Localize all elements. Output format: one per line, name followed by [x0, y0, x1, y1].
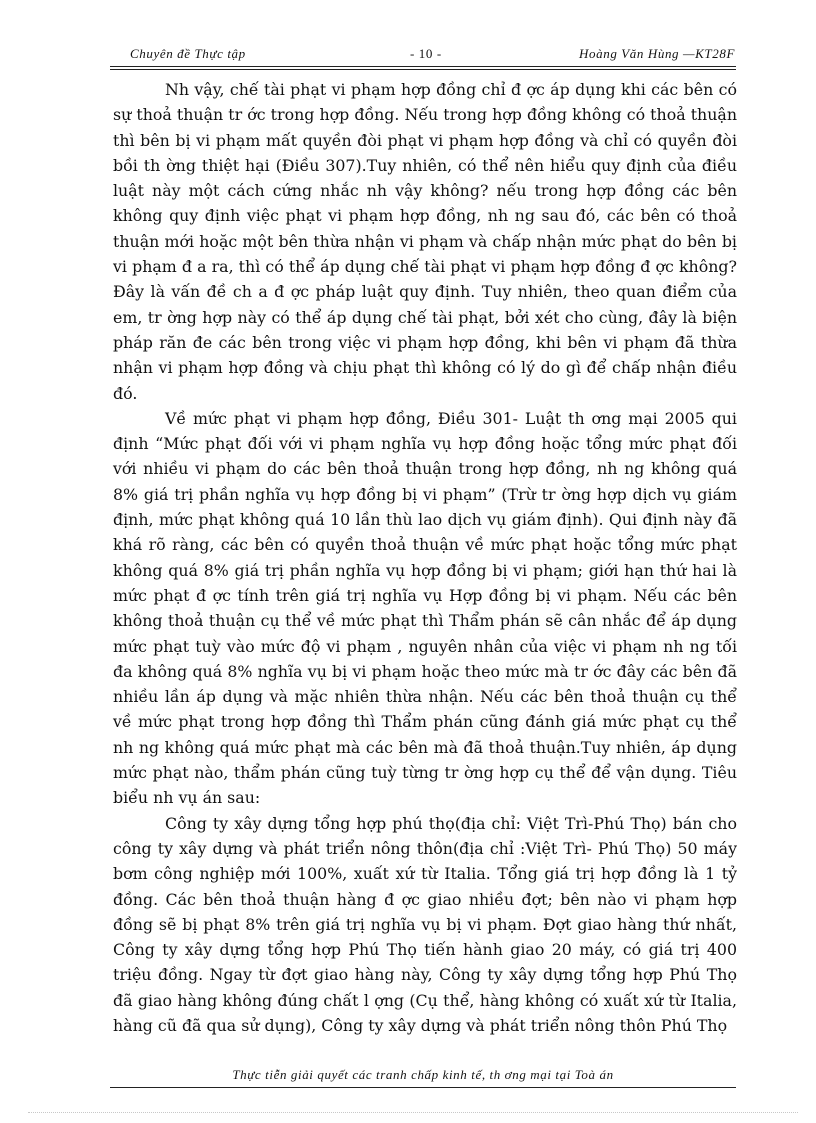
footer-rule — [110, 1087, 736, 1088]
page-number: - 10 - — [410, 46, 442, 61]
paragraph-penalty-agreement: Nh vậy, chế tài phạt vi phạm hợp đồng chỉ đ ợc áp dụng khi các bên có sự thoả thuận tr ớc trong hợp đồng. Nếu trong hợp đồng không có thoả thuận thì bên bị vi phạm mất quyền đòi phạt vi phạm hợp đồng và chỉ có quyền đòi bồi th ờng thiệt hại (Điều 307).Tuy nhiên, có thể nên hiểu quy định của điều luật này một cách cứng nhắc nh vậy không? nếu trong hợp đồng các bên không quy định việc phạt vi phạm hợp đồng, nh ng sau đó, các bên có thoả thuận mới hoặc một bên thừa nhận vi phạm và chấp nhận mức phạt do bên bị vi phạm đ a ra, thì có thể áp dụng chế tài phạt vi phạm hợp đồng đ ợc không? Đây là vấn đề ch a đ ợc pháp luật quy định. Tuy nhiên, theo quan điểm của em, tr ờng hợp này có thể áp dụng chế tài phạt, bởi xét cho cùng, đây là biện pháp răn đe các bên trong việc vi phạm hợp đồng, khi bên vi phạm đã thừa nhận vi phạm hợp đồng và chịu phạt thì không có lý do gì để chấp nhận điều đó. — [113, 80, 737, 403]
page-footer: Thực tiễn giải quyết các tranh chấp kinh tế, th ơng mại tại Toà án — [232, 1067, 614, 1082]
page-edge-divider — [28, 1112, 798, 1113]
header-author: Hoàng Văn Hùng —KT28F — [579, 46, 735, 61]
header-report-title: Chuyên đề Thực tập — [130, 46, 246, 61]
document-body — [113, 77, 737, 1038]
page-header — [110, 44, 735, 66]
header-rule-upper — [110, 66, 736, 67]
header-rule-lower — [110, 69, 736, 70]
paragraph-case-example: Công ty xây dựng tổng hợp phú thọ(địa chỉ: Việt Trì-Phú Thọ) bán cho công ty xây dựng và phát triển nông thôn(địa chỉ :Việt Trì- Phú Thọ) 50 máy bơm công nghiệp mới 100%, xuất xứ từ Italia. Tổng giá trị hợp đồng là 1 tỷ đồng. Các bên thoả thuận hàng đ ợc giao nhiều đợt; bên nào vi phạm hợp đồng sẽ bị phạt 8% trên giá trị nghĩa vụ bị vi phạm. Đợt giao hàng thứ nhất, Công ty xây dựng tổng hợp Phú Thọ tiến hành giao 20 máy, có giá trị 400 triệu đồng. Ngay từ đợt giao hàng này, Công ty xây dựng tổng hợp Phú Thọ đã giao hàng không đúng chất l ợng (Cụ thể, hàng không có xuất xứ từ Italia, hàng cũ đã qua sử dụng), Công ty xây dựng và phát triển nông thôn Phú Thọ — [113, 813, 737, 1035]
paragraph-penalty-level: Về mức phạt vi phạm hợp đồng, Điều 301- Luật th ơng mại 2005 qui định “Mức phạt đối với vi phạm nghĩa vụ hợp đồng hoặc tổng mức phạt đối với nhiều vi phạm do các bên thoả thuận trong hợp đồng, nh ng không quá 8% giá trị phần nghĩa vụ hợp đồng bị vi phạm” (Trừ tr ờng hợp dịch vụ giám định, mức phạt không quá 10 lần thù lao dịch vụ giám định). Qui định này đã khá rõ ràng, các bên có quyền thoả thuận về mức phạt hoặc tổng mức phạt không quá 8% giá trị phần nghĩa vụ hợp đồng bị vi phạm; giới hạn thứ hai là mức phạt đ ợc tính trên giá trị nghĩa vụ Hợp đồng bị vi phạm. Nếu các bên không thoả thuận cụ thể về mức phạt thì Thẩm phán sẽ cân nhắc để áp dụng mức phạt tuỳ vào mức độ vi phạm , nguyên nhân của việc vi phạm nh ng tối đa không quá 8% nghĩa vụ bị vi phạm hoặc theo mức mà tr ớc đây các bên đã nhiều lần áp dụng và mặc nhiên thừa nhận. Nếu các bên thoả thuận cụ thể về mức phạt trong hợp đồng thì Thẩm phán cũng đánh giá mức phạt cụ thể nh ng không quá mức phạt mà các bên mà đã thoả thuận.Tuy nhiên, áp dụng mức phạt nào, thẩm phán cũng tuỳ từng tr ờng hợp cụ thể để vận dụng. Tiêu biểu nh vụ án sau: — [113, 408, 737, 808]
